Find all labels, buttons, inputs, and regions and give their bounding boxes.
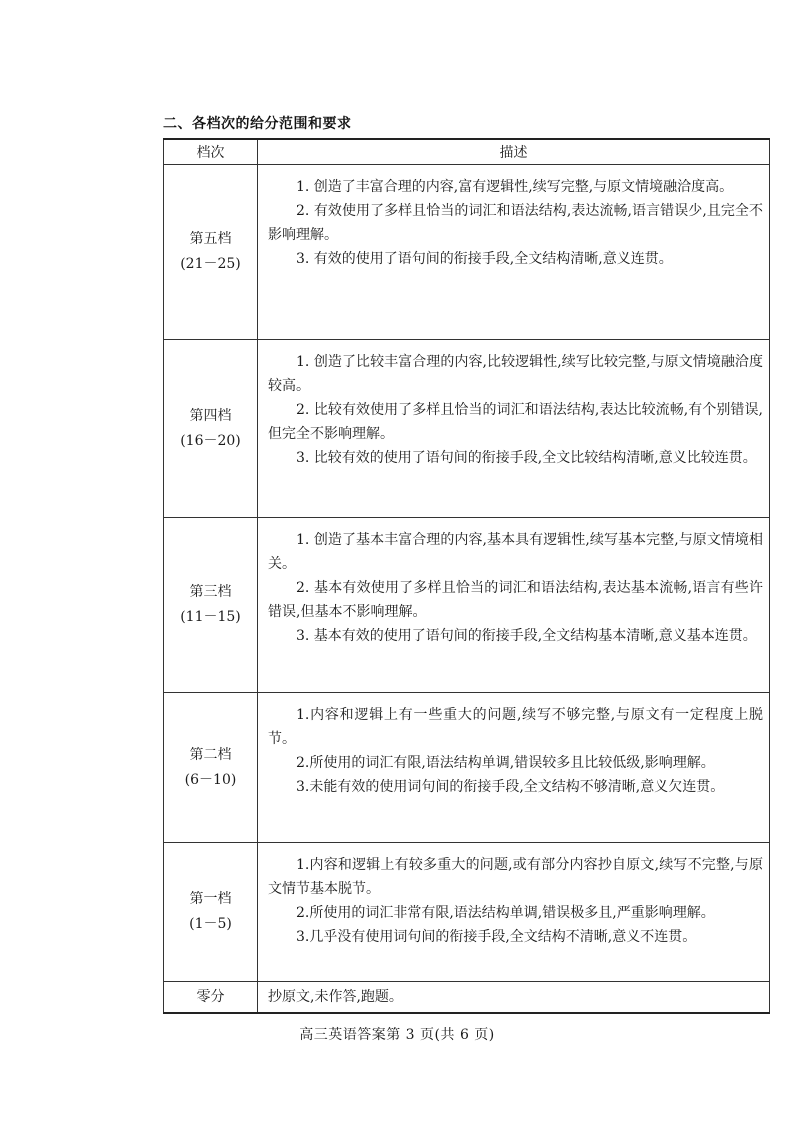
criterion-text: 2.所使用的词汇非常有限,语法结构单调,错误极多且,严重影响理解。 [296,905,715,921]
table-row [164,843,770,982]
table-row [164,165,770,340]
level-cell [164,982,258,1014]
criterion-text: 2.所使用的词汇有限,语法结构单调,错误较多且比较低级,影响理解。 [296,755,715,771]
level-cell [164,518,258,693]
criterion-text: 2. 基本有效使用了多样且恰当的词汇和语法结构,表达基本流畅,语言有些许错误,但基本不影响理解。 [268,580,763,620]
level-cell [164,693,258,843]
section-title: 二、各档次的给分范围和要求 [163,116,352,132]
description-cell [258,843,770,982]
level-cell [164,843,258,982]
table-row [164,518,770,693]
table-row [164,693,770,843]
table-header-row [164,139,770,165]
table-row [164,340,770,518]
criterion-text: 1.内容和逻辑上有较多重大的问题,或有部分内容抄自原文,续写不完整,与原文情节基本脱节。 [268,857,763,897]
level-range: (11－15) [180,609,241,625]
level-range: (16－20) [180,432,241,449]
criterion-text: 1. 创造了丰富合理的内容,富有逻辑性,续写完整,与原文情境融洽度高。 [296,179,734,195]
criterion-text: 2. 比较有效使用了多样且恰当的词汇和语法结构,表达比较流畅,有个别错误,但完全不影响理解。 [268,402,763,442]
level-name: 第四档 [189,407,232,424]
page-footer: 高三英语答案第 3 页(共 6 页) [299,1027,495,1043]
level-cell [164,340,258,518]
level-name: 第五档 [189,231,232,247]
description-cell [258,982,770,1014]
criterion-text: 3. 基本有效的使用了语句间的衔接手段,全文结构基本清晰,意义基本连贯。 [296,628,757,644]
description-cell [258,340,770,518]
table-row [164,982,770,1014]
criterion-text: 3. 比较有效的使用了语句间的衔接手段,全文比较结构清晰,意义比较连贯。 [296,450,757,466]
criterion-text: 1. 创造了比较丰富合理的内容,比较逻辑性,续写比较完整,与原文情境融洽度较高。 [268,354,763,394]
description-cell [258,693,770,843]
criterion-text: 1. 创造了基本丰富合理的内容,基本具有逻辑性,续写基本完整,与原文情境相关。 [268,532,763,572]
level-range: (1－5) [189,916,232,932]
criterion-text: 抄原文,未作答,跑题。 [268,989,403,1005]
header-level: 档次 [164,139,258,165]
level-name: 第三档 [189,584,232,600]
level-name: 零分 [196,988,225,1005]
criterion-text: 2. 有效使用了多样且恰当的词汇和语法结构,表达流畅,语言错误少,且完全不影响理解。 [268,203,763,243]
level-name: 第一档 [189,891,232,907]
level-range: (6－10) [184,771,237,788]
criterion-text: 3. 有效的使用了语句间的衔接手段,全文结构清晰,意义连贯。 [296,251,673,267]
level-cell [164,165,258,340]
description-cell [258,165,770,340]
level-name: 第二档 [189,746,232,763]
description-cell [258,518,770,693]
grading-table [163,138,770,1014]
criterion-text: 1.内容和逻辑上有一些重大的问题,续写不够完整,与原文有一定程度上脱节。 [268,707,763,747]
criterion-text: 3.未能有效的使用词句间的衔接手段,全文结构不够清晰,意义欠连贯。 [296,779,725,795]
header-description: 描述 [258,139,770,165]
criterion-text: 3.几乎没有使用词句间的衔接手段,全文结构不清晰,意义不连贯。 [296,929,697,945]
level-range: (21－25) [180,256,241,272]
